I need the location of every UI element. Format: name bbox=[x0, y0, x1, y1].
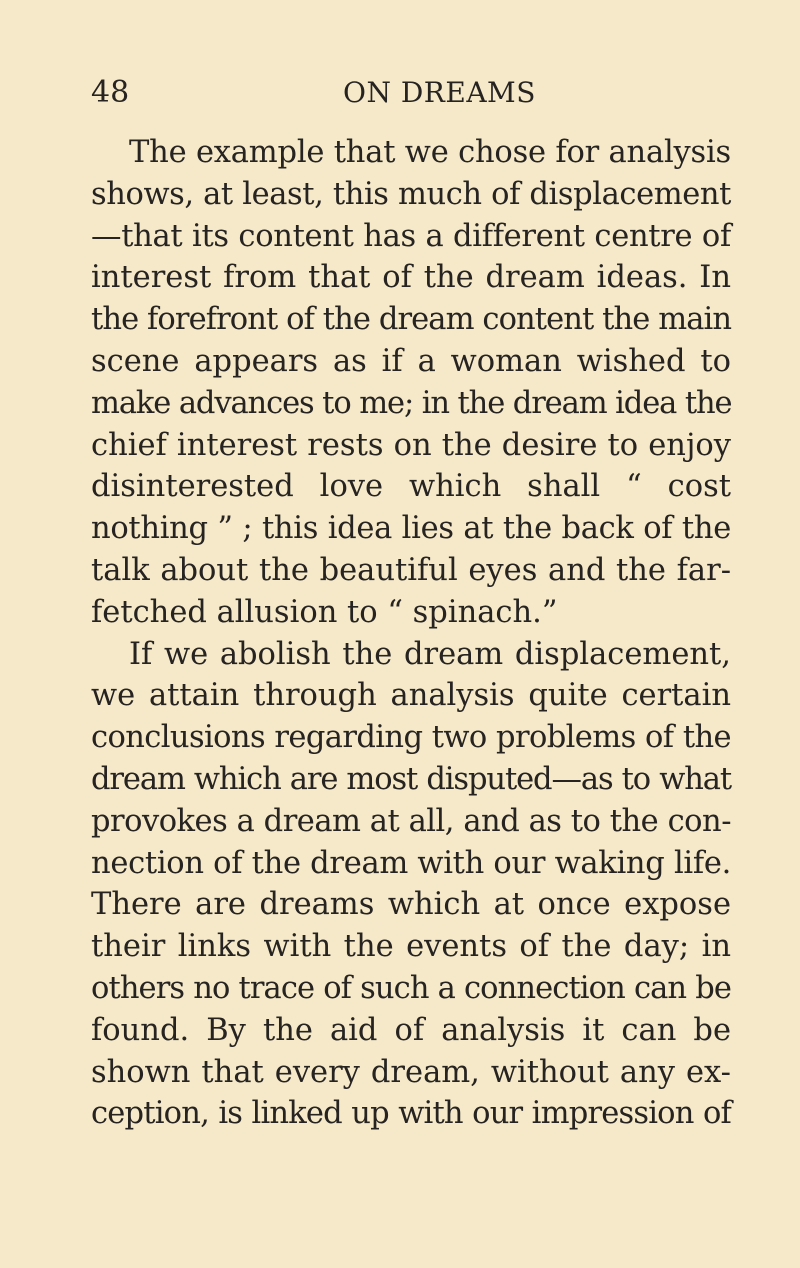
body-text bbox=[91, 132, 731, 1135]
text-line: found. By the aid of analysis it can be bbox=[91, 1012, 731, 1048]
text-line: provokes a dream at all, and as to the con- bbox=[91, 803, 731, 839]
text-line: dream which are most disputed—as to what bbox=[91, 761, 731, 797]
text-line: their links with the events of the day; in bbox=[91, 929, 731, 965]
text-line: fetched allusion to “ spinach.” bbox=[91, 594, 558, 630]
running-title: ON DREAMS bbox=[343, 76, 536, 109]
text-line: disinterested love which shall “ cost bbox=[91, 469, 731, 505]
running-head bbox=[91, 73, 721, 113]
text-line: The example that we chose for analysis bbox=[129, 135, 731, 170]
text-line: shows, at least, this much of displacement bbox=[91, 176, 731, 212]
text-line: ception, is linked up with our impression of bbox=[91, 1096, 731, 1132]
text-line: make advances to me; in the dream idea the bbox=[91, 385, 732, 421]
text-line: —that its content has a different centre of bbox=[91, 218, 731, 254]
text-line: interest from that of the dream ideas. In bbox=[91, 260, 731, 296]
text-line: the forefront of the dream content the main bbox=[91, 302, 732, 338]
text-line: chief interest rests on the desire to enjoy bbox=[91, 427, 731, 463]
page-number: 48 bbox=[91, 75, 130, 110]
text-line: nection of the dream with our waking life. bbox=[91, 845, 731, 881]
text-line: nothing ” ; this idea lies at the back of the bbox=[91, 511, 731, 547]
text-line: shown that every dream, without any ex- bbox=[91, 1054, 731, 1090]
text-line: talk about the beautiful eyes and the far- bbox=[91, 552, 731, 588]
text-line: scene appears as if a woman wished to bbox=[91, 343, 731, 379]
text-line: conclusions regarding two problems of the bbox=[91, 720, 731, 756]
text-line: others no trace of such a connection can be bbox=[91, 970, 731, 1006]
text-line: If we abolish the dream displacement, bbox=[129, 636, 731, 672]
text-line: There are dreams which at once expose bbox=[91, 887, 731, 923]
text-line: we attain through analysis quite certain bbox=[91, 678, 731, 714]
